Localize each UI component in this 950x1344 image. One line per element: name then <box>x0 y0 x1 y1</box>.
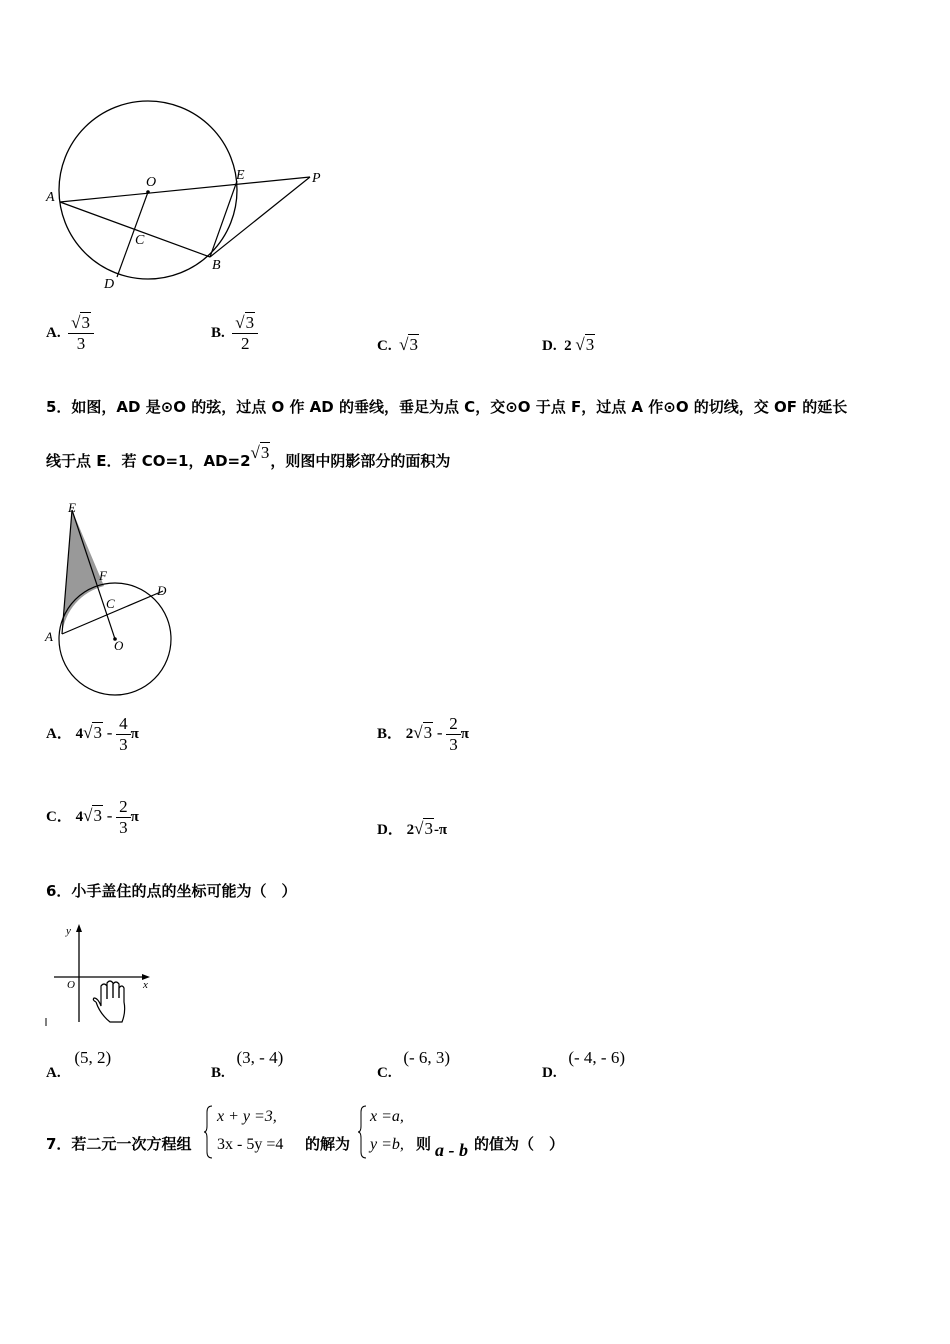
minus: - <box>436 722 443 742</box>
numerator: 2 <box>119 797 128 816</box>
coefficient: 2 <box>564 338 572 354</box>
pi: π <box>130 808 139 825</box>
q4-label-b: B <box>212 258 221 273</box>
q4-option-d[interactable] <box>542 335 595 355</box>
q7-prefix: 7．若二元一次方程组 <box>46 1135 192 1153</box>
numerator: 2 <box>449 714 458 733</box>
q5-option-d[interactable] <box>377 818 447 839</box>
option-letter: A． <box>46 725 72 742</box>
fraction <box>116 797 131 838</box>
q7-system-brace <box>204 1104 208 1160</box>
coordinate-value: (- 4, - 6) <box>568 1048 625 1067</box>
q4-label-p: P <box>312 171 321 186</box>
q5-line2-post: ，则图中阴影部分的面积为 <box>270 452 451 470</box>
minus: - <box>106 722 113 742</box>
option-letter: B. <box>211 1065 225 1081</box>
q7-solution-brace <box>358 1104 368 1164</box>
denominator: 3 <box>116 734 131 755</box>
q4-figure <box>40 95 340 300</box>
q4-label-d: D <box>104 277 115 292</box>
q5-label-c: C <box>106 596 115 611</box>
minus: - <box>106 805 113 825</box>
q5-text-line1: 5．如图，AD 是⊙O 的弦，过点 O 作 AD 的垂线，垂足为点 C，交⊙O 于点 F，过点 A 作⊙O 的切线，交 OF 的延长 <box>46 398 848 416</box>
option-letter: D. <box>542 1065 557 1081</box>
q5-label-f: F <box>99 568 107 583</box>
option-letter: D． <box>377 822 403 838</box>
coefficient: 4 <box>75 725 84 742</box>
radicand: 3 <box>93 722 102 742</box>
sqrt: √3 <box>414 819 433 838</box>
radicand: 3 <box>93 805 102 825</box>
q7-suffix: 的值为（ ） <box>474 1135 565 1153</box>
q7-expression: a - b <box>435 1140 468 1160</box>
q7-equation-2: 3x - 5y =4 <box>217 1136 284 1153</box>
q5-text-line2 <box>46 443 451 471</box>
coordinate-value: (3, - 4) <box>236 1048 284 1067</box>
minus-pi: -π <box>433 822 448 838</box>
denominator: 3 <box>68 333 94 354</box>
option-letter: D. <box>542 338 557 354</box>
q5-option-b[interactable] <box>377 714 469 755</box>
radicand: 3 <box>245 313 255 332</box>
q6-option-c[interactable] <box>377 1048 451 1081</box>
q5-label-d: D <box>157 583 167 598</box>
q4-line-ap <box>60 177 310 202</box>
option-letter: A. <box>46 324 61 341</box>
option-letter: C. <box>377 1065 392 1081</box>
option-letter: C. <box>377 338 392 354</box>
q7-solution-2: y =b, <box>370 1136 404 1153</box>
q6-label-y: y <box>66 925 71 937</box>
q4-line-ab <box>60 202 210 257</box>
sqrt: √3 <box>250 443 270 462</box>
q4-label-o: O <box>146 175 157 190</box>
denominator: 2 <box>232 333 258 354</box>
radicand: 3 <box>424 819 433 838</box>
q7-solution-1: x =a, <box>370 1108 404 1125</box>
coordinate-value: (- 6, 3) <box>403 1048 451 1067</box>
q5-label-a: A <box>45 629 53 644</box>
q6-option-a[interactable] <box>46 1048 112 1081</box>
sqrt: √3 <box>399 335 418 354</box>
q4-circle <box>59 101 237 279</box>
q5-option-a[interactable] <box>46 714 139 755</box>
q5-line2-pre: 线于点 E．若 CO=1，AD=2 <box>46 452 251 470</box>
option-letter: B． <box>377 725 403 742</box>
q4-option-c[interactable] <box>377 335 419 355</box>
q6-y-arrow <box>76 924 82 932</box>
pi: π <box>460 725 469 742</box>
q6-option-d[interactable] <box>542 1048 625 1081</box>
sqrt: √3 <box>83 805 102 825</box>
coordinate-value: (5, 2) <box>74 1048 112 1067</box>
option-letter: C． <box>46 808 72 825</box>
q4-label-e: E <box>236 168 245 183</box>
coefficient: 2 <box>406 822 415 838</box>
q7-then: 则 <box>416 1135 432 1153</box>
coefficient: 4 <box>75 808 84 825</box>
radicand: 3 <box>409 335 418 354</box>
q6-text: 6．小手盖住的点的坐标可能为（ ） <box>46 882 297 900</box>
q6-option-b[interactable] <box>211 1048 284 1081</box>
q4-label-c: C <box>135 233 145 248</box>
q4-line-bp <box>210 177 310 257</box>
fraction: $\frac{√3}{3}$ <box>68 313 94 354</box>
sqrt: √3 <box>83 722 102 742</box>
denominator: 3 <box>116 817 131 838</box>
q5-shaded-region <box>62 510 104 634</box>
radicand: 3 <box>423 722 433 742</box>
q6-label-o: O <box>67 979 75 991</box>
q4-option-b[interactable] <box>211 313 258 354</box>
q7-mid: 的解为 <box>305 1135 351 1153</box>
fraction: $\frac{√3}{2}$ <box>232 313 258 354</box>
radicand: 3 <box>260 443 270 462</box>
q5-figure <box>42 498 182 703</box>
sqrt: √3 <box>413 722 433 742</box>
hand-icon <box>93 981 124 1022</box>
q4-option-a[interactable] <box>46 313 94 354</box>
q5-label-o: O <box>114 638 124 653</box>
radicand: 3 <box>585 335 595 354</box>
fraction <box>116 714 131 755</box>
fraction <box>446 714 461 755</box>
sqrt: √3 <box>575 335 595 354</box>
q5-option-c[interactable] <box>46 797 139 838</box>
q7-equation-1: x + y =3, <box>217 1108 277 1125</box>
numerator: 4 <box>119 714 128 733</box>
coefficient: 2 <box>405 725 414 742</box>
q6-label-x: x <box>143 979 148 991</box>
q4-center-dot <box>146 190 150 194</box>
q4-label-a: A <box>46 190 55 205</box>
pi: π <box>130 725 139 742</box>
radicand: 3 <box>81 313 90 332</box>
denominator: 3 <box>446 734 461 755</box>
option-letter: A. <box>46 1065 61 1081</box>
option-letter: B. <box>211 324 225 341</box>
q6-figure <box>44 922 154 1030</box>
q5-label-e: E <box>68 500 76 515</box>
